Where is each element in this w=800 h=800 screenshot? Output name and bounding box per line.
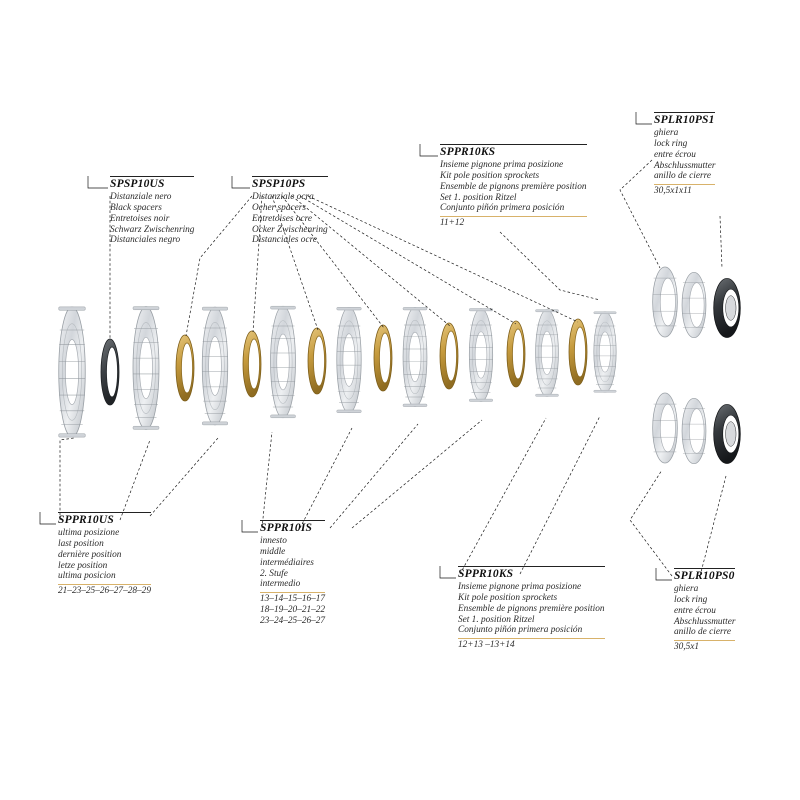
callout-splr10ps0[interactable] [674, 568, 735, 653]
pole-position-kit-upper [653, 267, 741, 338]
callout-code: SPLR10PS0 [674, 570, 735, 582]
spacer-ocher-6 [507, 321, 525, 387]
callout-line-en: lock ring [654, 139, 688, 150]
callout-code: SPPR10KS [440, 146, 496, 158]
sprocket-7 [469, 309, 492, 402]
spacer-ocher-3 [308, 328, 326, 394]
callout-code: SPSP10PS [252, 178, 306, 190]
callout-sppr10is[interactable] [260, 520, 325, 627]
callout-line-es: ultima posicion [58, 571, 116, 582]
callout-line-de: Schwarz Zwischenring [110, 224, 195, 235]
callout-ratios [440, 216, 587, 229]
callout-spsp10us[interactable] [110, 176, 194, 246]
callout-ratios [260, 592, 325, 626]
callout-line-es: anillo de cierre [654, 171, 711, 182]
callout-lines [654, 128, 715, 182]
callout-ratio-1: 11+12 [440, 218, 465, 229]
callout-line-it: Distanziale ocra [252, 192, 314, 203]
sprocket-1 [59, 307, 86, 437]
callout-ratios [674, 640, 735, 653]
callout-ratio-1: 30,5x1x11 [654, 186, 692, 197]
callout-ratio-2: 18–19–20–21–22 [260, 605, 326, 616]
callout-ratio-1: 21–23–25–26–27–28–29 [58, 586, 151, 597]
callout-rule [252, 176, 328, 177]
callout-sppr10ks-top[interactable] [440, 144, 587, 229]
sprocket-4 [271, 306, 296, 418]
sprocket-pole-lower-1 [653, 393, 678, 463]
callout-code: SPPR10IS [260, 522, 313, 534]
callout-line-de: letze position [58, 560, 108, 571]
callout-line-de: Abschlussmutter [674, 616, 736, 627]
lock-ring-upper [714, 278, 741, 337]
spacer-ocher-1 [176, 335, 194, 401]
callout-splr10ps1[interactable] [654, 112, 715, 197]
callout-line-es: Conjunto piñón primera posición [458, 625, 583, 636]
callout-rule [458, 566, 605, 567]
callout-line-en: lock ring [674, 595, 708, 606]
callout-line-en: Kit pole position sprockets [440, 171, 540, 182]
sprocket-6 [403, 307, 427, 406]
callout-rule [674, 568, 735, 569]
callout-line-it: Insieme pignone prima posizione [440, 160, 564, 171]
callout-line-en: last position [58, 539, 104, 550]
callout-line-en: Kit pole position sprockets [458, 593, 558, 604]
callout-line-it: ghiera [674, 584, 699, 595]
callout-code: SPPR10KS [458, 568, 514, 580]
callout-ratios [654, 184, 715, 197]
callout-ratio-1: 13–14–15–16–17 [260, 594, 326, 605]
callout-line-fr: intermédiaires [260, 557, 314, 568]
callout-lines [110, 192, 194, 246]
callout-lines [58, 528, 151, 582]
sprocket-2 [133, 307, 159, 430]
callout-ratios [458, 638, 605, 651]
callout-line-fr: entre écrou [654, 149, 696, 160]
callout-lines [440, 160, 587, 214]
cassette-stack [59, 306, 616, 437]
callout-line-es: Conjunto piñón primera posición [440, 203, 565, 214]
callout-lines [252, 192, 328, 246]
callout-line-es: Distanciales ocre [252, 235, 317, 246]
spacer-ocher-5 [440, 323, 458, 389]
callout-line-it: ghiera [654, 128, 679, 139]
spacer-black-1 [101, 339, 119, 405]
callout-line-de: Abschlussmutter [654, 160, 716, 171]
callout-line-es: intermedio [260, 579, 301, 590]
callout-ratios [58, 584, 151, 597]
lock-ring-lower [714, 404, 741, 463]
callout-code: SPPR10US [58, 514, 114, 526]
callout-line-en: middle [260, 547, 286, 558]
callout-rule [110, 176, 194, 177]
callout-rule [440, 144, 587, 145]
callout-rule [260, 520, 325, 521]
callout-line-it: Distanziale nero [110, 192, 172, 203]
sprocket-5 [337, 307, 361, 412]
spacer-ocher-4 [374, 325, 392, 391]
callout-code: SPLR10PS1 [654, 114, 715, 126]
callout-spsp10ps[interactable] [252, 176, 328, 246]
callout-line-de: Set 1. position Ritzel [458, 614, 535, 625]
callout-lines [458, 582, 605, 636]
callout-code: SPSP10US [110, 178, 165, 190]
callout-line-es: Distanciales negro [110, 235, 181, 246]
sprocket-3 [202, 307, 227, 425]
callout-ratio-3: 23–24–25–26–27 [260, 615, 326, 626]
spacer-ocher-7 [569, 319, 587, 385]
callout-line-it: ultima posizione [58, 528, 120, 539]
callout-line-es: anillo de cierre [674, 627, 731, 638]
callout-line-fr: Entretoises ocre [252, 213, 312, 224]
callout-line-it: Insieme pignone prima posizione [458, 582, 582, 593]
sprocket-pole-lower-2 [682, 398, 706, 463]
callout-line-en: Black spacers [110, 203, 162, 214]
callout-sppr10ks-bottom[interactable] [458, 566, 605, 651]
callout-ratio-1: 12+13 –13+14 [458, 640, 515, 651]
callout-line-it: innesto [260, 536, 287, 547]
callout-lines [674, 584, 735, 638]
callout-lines [260, 536, 325, 590]
callout-ratio-1: 30,5x1 [674, 642, 700, 653]
callout-line-fr: entre écrou [674, 605, 716, 616]
sprocket-8 [536, 310, 559, 397]
sprocket-pole-upper-1 [653, 267, 678, 337]
callout-line-en: Ocher spacers [252, 203, 306, 214]
callout-rule [654, 112, 715, 113]
spacer-ocher-2 [243, 331, 261, 397]
callout-line-de: 2. Stufe [260, 568, 288, 579]
pole-position-kit-lower [653, 393, 741, 464]
callout-line-fr: Ensemble de pignons première position [440, 181, 587, 192]
callout-line-fr: dernière position [58, 549, 122, 560]
callout-line-de: Set 1. position Ritzel [440, 192, 517, 203]
callout-sppr10us[interactable] [58, 512, 151, 597]
callout-rule [58, 512, 151, 513]
callout-line-de: Ocker Zwischenring [252, 224, 328, 235]
sprocket-9 [594, 312, 616, 393]
callout-line-fr: Entretoises noir [110, 213, 170, 224]
callout-line-fr: Ensemble de pignons première position [458, 603, 605, 614]
sprocket-pole-upper-2 [682, 272, 706, 337]
